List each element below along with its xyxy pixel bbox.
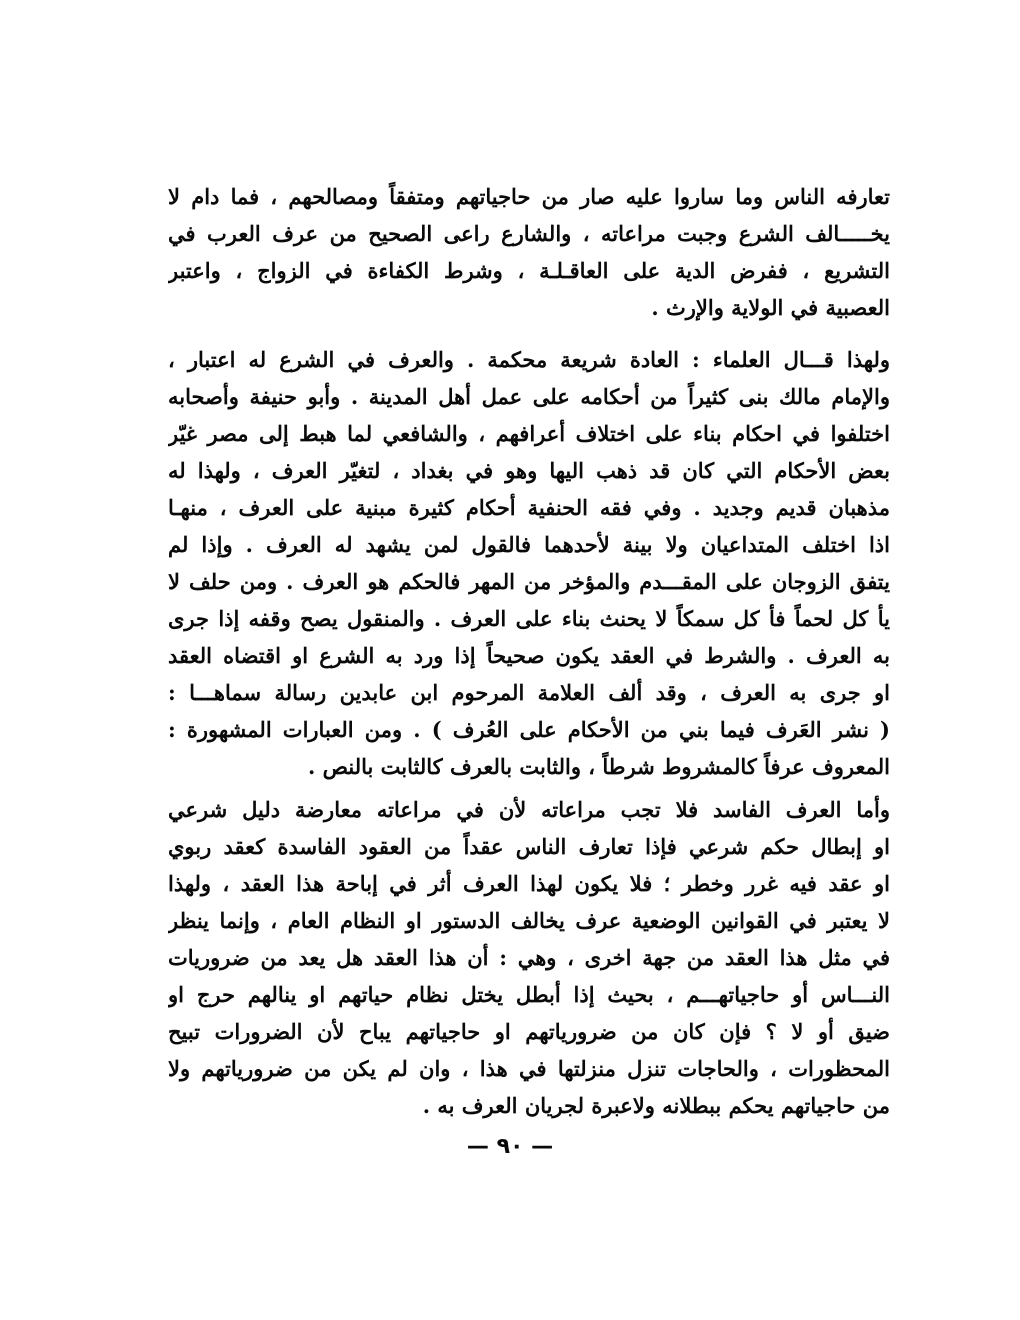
paragraph-line: لا يعتبر في القوانين الوضعية عرف يخالف الدستور او النظام العام ، وإنما ينظر [168,908,890,933]
paragraph-line: يأ كل لحماً فأ كل سمكاً لا يحنث بناء على العرف . والمنقول يصح وقفه إذا جرى [168,606,890,631]
paragraph-3 [168,791,890,1124]
paragraph-line: يخـــــالف الشرع وجبت مراعاته ، والشارع راعى الصحيح من عرف العرب في [168,221,890,246]
paragraph-line: من حاجياتهم يحكم ببطلانه ولاعبرة لجريان العرف به . [422,1093,890,1118]
paragraph-line: اذا اختلف المتداعيان ولا بينة لأحدهما فالقول لمن يشهد له العرف . وإذا لم [168,532,890,557]
paragraph-line: المحظورات ، والحاجات تنزل منزلتها في هذا ، وان لم يكن من ضرورياتهم ولا [168,1056,890,1081]
paragraph-line: تعارفه الناس وما ساروا عليه صار من حاجياتهم ومتفقاً ومصالحهم ، فما دام لا [168,184,890,209]
page-number: — ٩٠ — [466,1134,554,1159]
paragraph-line: به العرف . والشرط في العقد يكون صحيحاً إذا ورد به الشرع او اقتضاه العقد [168,643,890,668]
paragraph-line: النـــاس أو حاجياتهـــم ، بحيث إذا أبطل يختل نظام حياتهم او ينالهم حرج او [168,982,890,1007]
paragraph-line: مذهبان قديم وجديد . وفي فقه الحنفية أحكام كثيرة مبنية على العرف ، منهـا [168,495,890,520]
paragraph-line: ولهذا قـــال العلماء : العادة شريعة محكمة . والعرف في الشرع له اعتبار ، [168,347,890,372]
paragraph-line: اختلفوا في احكام بناء على اختلاف أعرافهم ، والشافعي لما هبط إلى مصر غيّر [168,421,890,446]
paragraph-line: او جرى به العرف ، وقد ألف العلامة المرحوم ابن عابدين رسالة سماهـــا : [168,680,890,705]
paragraph-1 [168,178,890,326]
paragraph-line: في مثل هذا العقد من جهة اخرى ، وهي : أن هذا العقد هل يعد من ضروريات [168,945,890,970]
paragraph-line: العصبية في الولاية والإرث . [651,295,890,320]
paragraph-line: المعروف عرفاً كالمشروط شرطاً ، والثابت بالعرف كالثابت بالنص . [308,754,890,779]
paragraph-line: او عقد فيه غرر وخطر ؛ فلا يكون لهذا العرف أثر في إباحة هذا العقد ، ولهذا [168,871,890,896]
paragraph-line: التشريع ، ففرض الدية على العاقـلـة ، وشرط الكفاءة في الزواج ، واعتبر [168,258,890,283]
paragraph-line: بعض الأحكام التي كان قد ذهب اليها وهو في بغداد ، لتغيّر العرف ، ولهذا له [168,458,890,483]
paragraph-line: يتفق الزوجان على المقـــدم والمؤخر من المهر فالحكم هو العرف . ومن حلف لا [168,569,890,594]
paragraph-line: وأما العرف الفاسد فلا تجب مراعاته لأن في مراعاته معارضة دليل شرعي [168,797,890,822]
paragraph-2 [168,341,890,785]
paragraph-line: ( نشر العَرف فيما بني من الأحكام على العُرف ) . ومن العبارات المشهورة : [168,717,890,742]
paragraph-line: ضيق أو لا ؟ فإن كان من ضرورياتهم او حاجياتهم يباح لأن الضرورات تبيح [168,1019,890,1044]
paragraph-line: والإمام مالك بنى كثيراً من أحكامه على عمل أهل المدينة . وأبو حنيفة وأصحابه [168,384,890,409]
paragraph-line: او إبطال حكم شرعي فإذا تعارف الناس عقداً من العقود الفاسدة كعقد ربوي [168,834,890,859]
